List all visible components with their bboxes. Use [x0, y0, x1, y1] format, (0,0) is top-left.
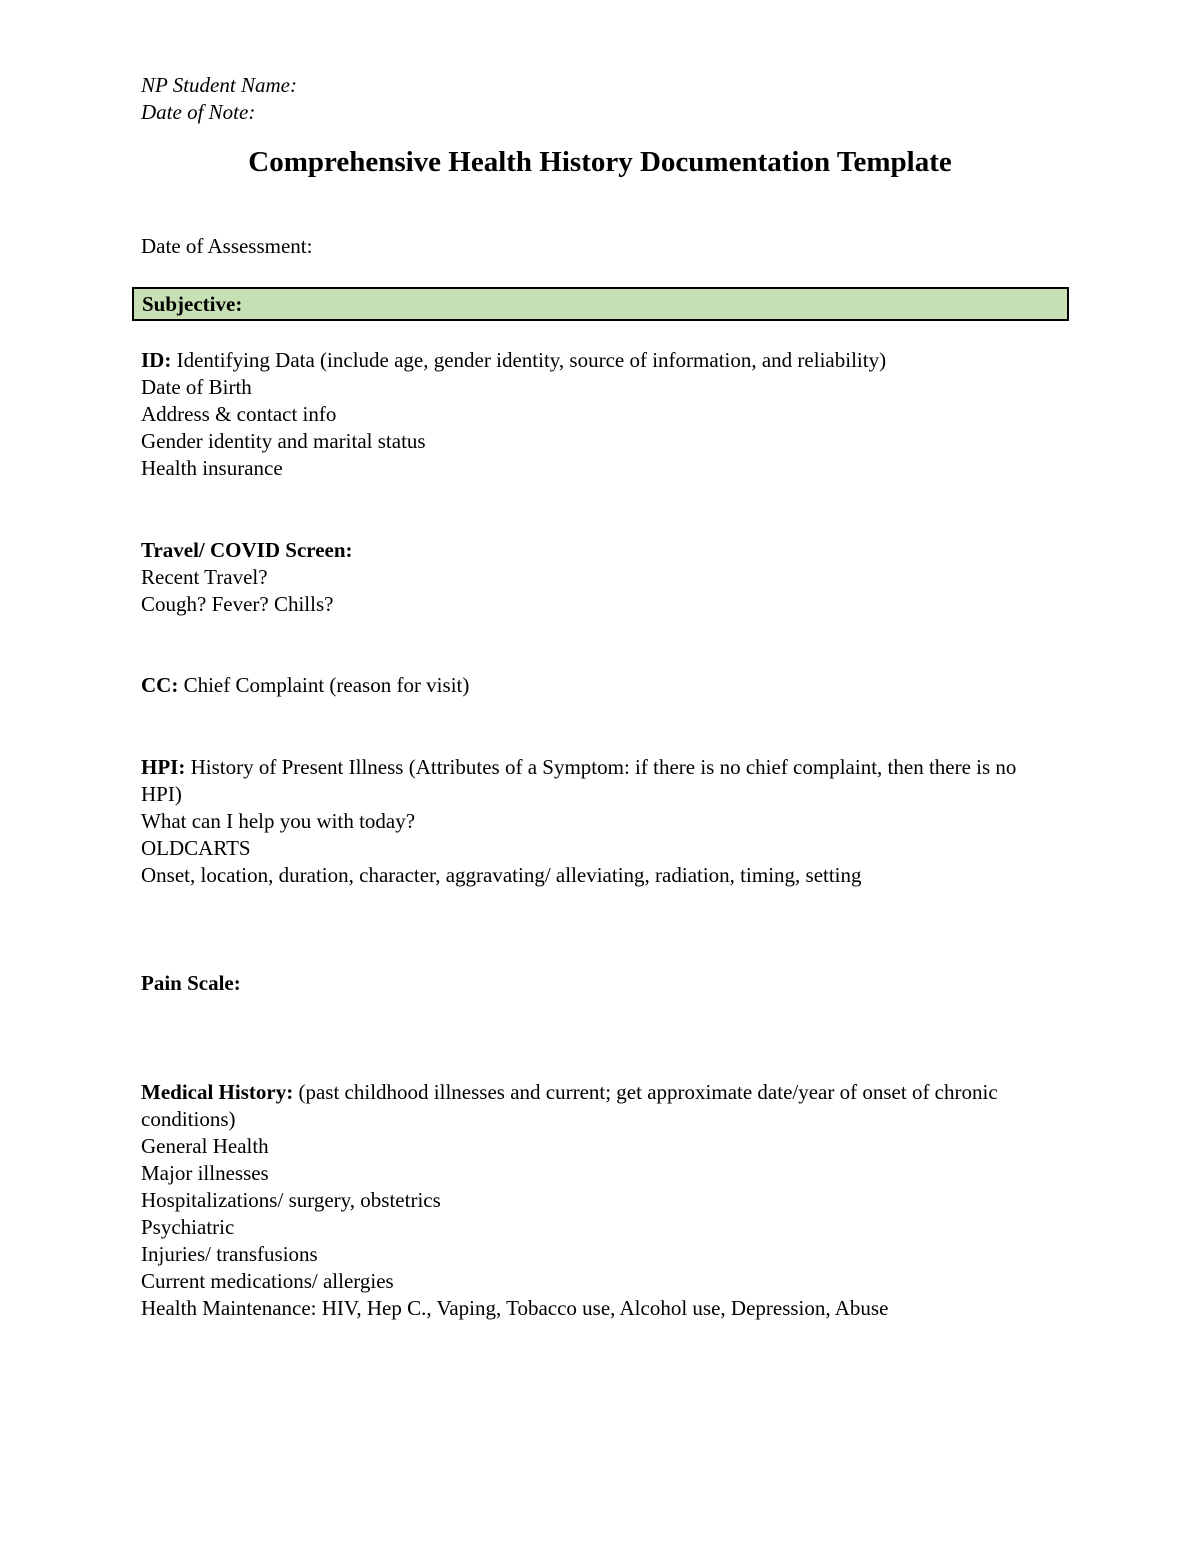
pain-scale-block — [141, 970, 1041, 997]
id-description: Identifying Data (include age, gender identity, source of information, and reliability) — [171, 348, 887, 372]
list-item: Address & contact info — [141, 402, 337, 426]
chief-complaint-block — [141, 672, 1041, 699]
medical-history-block — [141, 1079, 1041, 1322]
list-item: OLDCARTS — [141, 836, 251, 860]
list-item: Date of Birth — [141, 375, 252, 399]
section-label: Subjective: — [142, 292, 243, 316]
id-block — [141, 347, 1041, 482]
travel-heading-text: Travel/ COVID Screen: — [141, 538, 353, 562]
list-item: Major illnesses — [141, 1161, 269, 1185]
travel-heading — [141, 537, 1041, 564]
page-title: Comprehensive Health History Documentation Template — [248, 146, 952, 178]
list-item: Cough? Fever? Chills? — [141, 592, 334, 616]
id-heading: ID: — [141, 348, 172, 372]
medical-heading: Medical History: — [141, 1080, 294, 1104]
medical-description: (past childhood illnesses and current; get approximate date/year of onset of chronic conditions) — [141, 1080, 998, 1131]
list-item: Hospitalizations/ surgery, obstetrics — [141, 1188, 441, 1212]
list-item: What can I help you with today? — [141, 809, 416, 833]
medical-line — [141, 1079, 1041, 1133]
travel-covid-block — [141, 537, 1041, 618]
id-line — [141, 347, 1041, 374]
pain-heading — [141, 970, 1041, 997]
list-item: Psychiatric — [141, 1215, 235, 1239]
list-item: Recent Travel? — [141, 565, 268, 589]
student-name-label: NP Student Name: — [141, 73, 297, 97]
date-of-note-label: Date of Note: — [141, 100, 256, 124]
pain-heading-text: Pain Scale: — [141, 971, 241, 995]
list-item: Injuries/ transfusions — [141, 1242, 318, 1266]
cc-line — [141, 672, 1041, 699]
cc-heading: CC: — [141, 673, 179, 697]
list-item: Health insurance — [141, 456, 283, 480]
hpi-description: History of Present Illness (Attributes of a Symptom: if there is no chief complaint, then there is no HPI) — [141, 755, 1017, 806]
hpi-block — [141, 754, 1031, 889]
hpi-line — [141, 754, 1031, 808]
list-item: Gender identity and marital status — [141, 429, 426, 453]
list-item: General Health — [141, 1134, 269, 1158]
cc-description: Chief Complaint (reason for visit) — [178, 673, 470, 697]
assessment-date-label: Date of Assessment: — [141, 234, 313, 258]
list-item: Health Maintenance: HIV, Hep C., Vaping, Tobacco use, Alcohol use, Depression, Abuse — [141, 1296, 889, 1320]
hpi-heading: HPI: — [141, 755, 186, 779]
subjective-section-header — [132, 287, 1069, 321]
note-header — [141, 72, 297, 126]
list-item: Onset, location, duration, character, aggravating/ alleviating, radiation, timing, setting — [141, 863, 862, 887]
list-item: Current medications/ allergies — [141, 1269, 394, 1293]
